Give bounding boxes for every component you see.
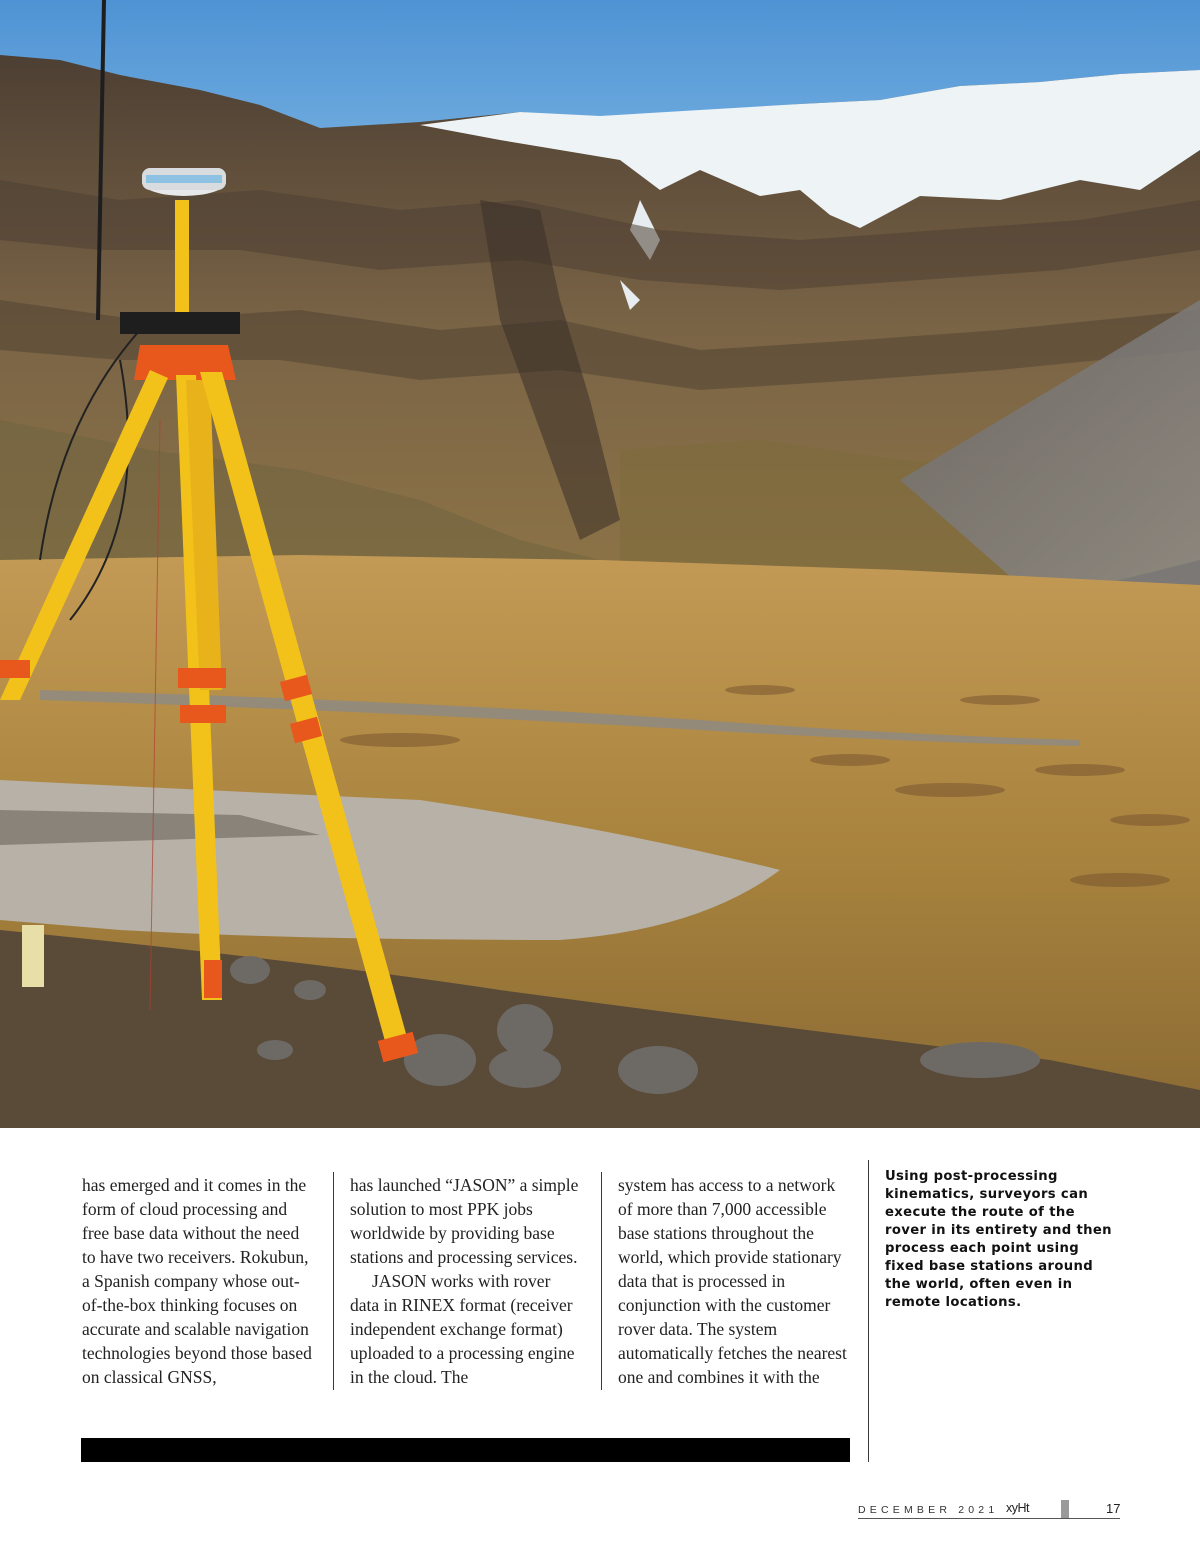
column-divider — [601, 1172, 602, 1390]
issue-date: DECEMBER 2021 — [858, 1504, 999, 1516]
column-2-paragraph-1: has launched “JASON” a simple solution to most PPK jobs worldwide by providing base stations and processing services. — [350, 1175, 579, 1267]
footer-marker — [1061, 1500, 1069, 1518]
page-footer — [858, 1500, 1120, 1520]
footer-rule — [858, 1518, 1120, 1519]
article-column-3 — [618, 1173, 850, 1388]
footer-black-bar — [81, 1438, 850, 1462]
article-column-1 — [82, 1173, 314, 1388]
article-column-2 — [350, 1173, 582, 1388]
magazine-brand: xyHt — [1006, 1501, 1029, 1515]
page-number: 17 — [1106, 1501, 1121, 1516]
caption-divider — [868, 1160, 869, 1462]
photo-caption: Using post-processing kinematics, surveyors can execute the route of the rover in its entirety and then process each point using fixed base stations around the world, often even in remote locations. — [885, 1169, 1112, 1310]
column-1-paragraph-1: has emerged and it comes in the form of cloud processing and free base data without the need to have two receivers. Rokubun, a Spanish company whose out-of-the-box thinking focuses on accurate and scalable navigation technologies beyond those based on classical GNSS, — [82, 1175, 312, 1387]
column-2-paragraph-2: JASON works with rover data in RINEX format (receiver independent exchange format) uploaded to a processing engine in the cloud. The — [350, 1271, 575, 1387]
column-3-paragraph-1: system has access to a network of more than 7,000 accessible base stations throughout the world, which provide stationary data that is processed in conjunction with the customer rover data. The system automatically fetches the nearest one and combines it with the — [618, 1175, 847, 1387]
column-divider — [333, 1172, 334, 1390]
